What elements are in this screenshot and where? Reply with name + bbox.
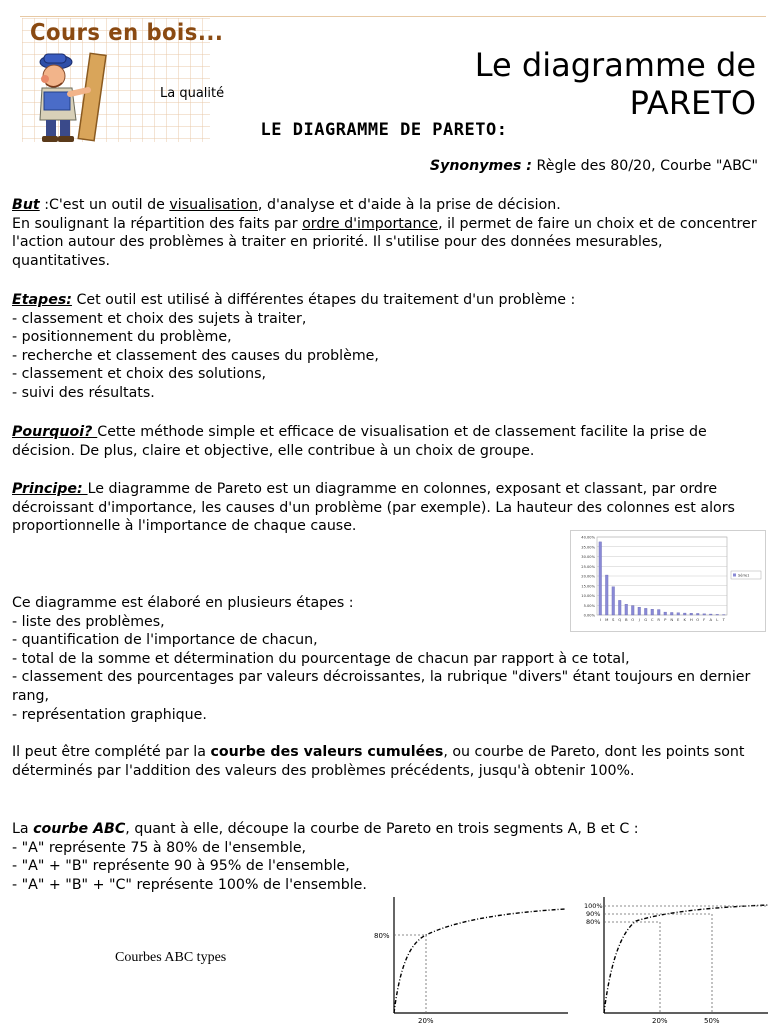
but-text-4: , il permet de faire un choix et de concentrer l'action autour des problèmes à traiter en priorité. Il s'utilise pour des données mesurables, quantitatives. <box>12 215 757 269</box>
abc-text-1: La <box>12 821 34 837</box>
etapes-intro: Cet outil est utilisé à différentes étapes du traitement d'un problème : <box>71 292 576 308</box>
list-item: - "A" + "B" + "C" représente 100% de l'ensemble. <box>12 876 367 893</box>
x-tick-label: A <box>709 617 713 622</box>
abc-curve-1 <box>360 895 570 1024</box>
synonyms-text: Règle des 80/20, Courbe "ABC" <box>532 158 758 174</box>
logo-text: Cours en bois... <box>30 20 224 46</box>
abc-section <box>12 820 760 894</box>
y-tick-label: 5.00% <box>583 603 595 608</box>
x-tick-label: G <box>644 617 648 622</box>
x-tick-label: J <box>638 617 640 622</box>
but-label: But <box>12 197 40 213</box>
subject-label: La qualité <box>160 86 225 101</box>
y-tick-label: 35.00% <box>581 545 595 550</box>
list-item: - classement des pourcentages par valeurs décroissantes, la rubrique "divers" étant toujours en dernier rang, <box>12 669 751 704</box>
list-item: - "A" + "B" représente 90 à 95% de l'ensemble, <box>12 858 350 875</box>
y-tick-label: 40.00% <box>581 535 595 540</box>
x-tick-label: B <box>624 617 628 622</box>
abc-bold: courbe ABC <box>33 821 126 837</box>
list-item: - liste des problèmes, <box>12 613 165 630</box>
pourquoi-section <box>12 423 760 460</box>
cumul-bold: courbe des valeurs cumulées <box>210 744 444 760</box>
but-section <box>12 196 760 270</box>
x-tick-label: F <box>703 617 706 622</box>
list-item: - positionnement du problème, <box>12 329 232 346</box>
principe-section <box>12 480 760 536</box>
x-tick-label: K <box>683 617 686 622</box>
synonyms-line <box>430 158 758 174</box>
but-text-1: :C'est un outil de <box>39 197 170 213</box>
y-tick-label: 10.00% <box>581 594 595 598</box>
y-tick-label: 25.00% <box>581 564 595 569</box>
figure-caption: Courbes ABC types <box>115 950 227 965</box>
cumul-text-1: Il peut être complété par la <box>12 744 211 760</box>
elaboration-section <box>12 594 760 724</box>
x-tick-label: P <box>664 617 667 622</box>
list-item: - recherche et classement des causes du problème, <box>12 347 379 364</box>
y-tick-label: 0.00% <box>583 613 595 618</box>
curve2-y-label-90: 90% <box>586 910 601 918</box>
list-item: - classement et choix des sujets à traiter, <box>12 310 307 327</box>
synonyms-label: Synonymes : <box>429 158 532 174</box>
list-item: - suivi des résultats. <box>12 384 155 401</box>
x-tick-label: R <box>657 617 661 622</box>
x-tick-label: H <box>689 617 693 622</box>
cumul-text-2: , ou courbe de Pareto, dont les points sont déterminés par l'addition des valeurs des problèmes précédents, jusqu'à obtenir 100%. <box>12 744 745 779</box>
x-tick-label: O <box>696 617 700 622</box>
curve2-y-label-80: 80% <box>586 918 601 926</box>
title-line-1: Le diagramme de <box>474 46 756 84</box>
principe-text: Le diagramme de Pareto est un diagramme en colonnes, exposant et classant, par ordre décroissant d'importance, les causes d'un problème (par exemple). La hauteur des colonnes est alors proportionnelle à l'importance de chaque cause. <box>12 481 735 535</box>
elaboration-intro: Ce diagramme est élaboré en plusieurs étapes : <box>12 595 354 611</box>
list-item: - représentation graphique. <box>12 706 207 723</box>
x-tick-label: M <box>605 617 609 622</box>
but-text-3: En soulignant la répartition des faits par <box>12 215 303 232</box>
curve2-x-label-20: 20% <box>652 1017 668 1024</box>
curve1-x-label: 20% <box>418 1017 434 1024</box>
y-tick-label: 15.00% <box>581 584 595 589</box>
etapes-label: Etapes: <box>12 292 72 308</box>
abc-text-2: , quant à elle, découpe la courbe de Pareto en trois segments A, B et C : <box>125 821 639 837</box>
x-tick-label: N <box>670 617 674 622</box>
but-underlined-1: visualisation <box>169 197 258 213</box>
principe-label: Principe: <box>12 481 88 497</box>
header-rule <box>20 16 766 17</box>
x-tick-label: S <box>612 617 615 622</box>
etapes-section <box>12 291 760 403</box>
pourquoi-label: Pourquoi? <box>12 424 98 440</box>
x-tick-label: O <box>631 617 635 622</box>
curve2-line <box>604 905 768 1013</box>
pourquoi-text: Cette méthode simple et efficace de visualisation et de classement facilite la prise de décision. De plus, claire et objective, elle contribue à un choix de groupe. <box>12 424 707 459</box>
cumul-section <box>12 743 760 780</box>
but-underlined-2: ordre d'importance <box>302 215 439 232</box>
curve2-x-label-50: 50% <box>704 1017 720 1024</box>
y-tick-label: 20.00% <box>581 574 595 579</box>
curve2-y-label-100: 100% <box>584 902 603 910</box>
x-tick-label: I <box>599 617 601 622</box>
x-tick-label: L <box>716 617 719 622</box>
list-item: - total de la somme et détermination du pourcentage de chacun par rapport à ce total, <box>12 650 630 667</box>
x-tick-label: C <box>650 617 654 622</box>
y-tick-label: 30.00% <box>581 555 595 559</box>
list-item: - quantification de l'importance de chacun, <box>12 632 318 649</box>
main-heading: LE DIAGRAMME DE PARETO: <box>260 120 508 140</box>
but-text-2: , d'analyse et d'aide à la prise de décision. <box>257 197 561 213</box>
legend-label: Série1 <box>738 573 750 578</box>
legend-swatch <box>733 574 736 577</box>
list-item: - "A" représente 75 à 80% de l'ensemble, <box>12 839 307 856</box>
list-item: - classement et choix des solutions, <box>12 366 267 383</box>
curve1-line <box>394 909 565 1013</box>
abc-curve-2 <box>578 895 768 1024</box>
x-tick-label: T <box>722 617 725 622</box>
curve1-y-label: 80% <box>374 932 390 940</box>
document-title <box>436 46 756 122</box>
title-line-2: PARETO <box>629 84 756 122</box>
x-tick-label: E <box>677 617 680 622</box>
x-tick-label: Q <box>618 617 622 622</box>
